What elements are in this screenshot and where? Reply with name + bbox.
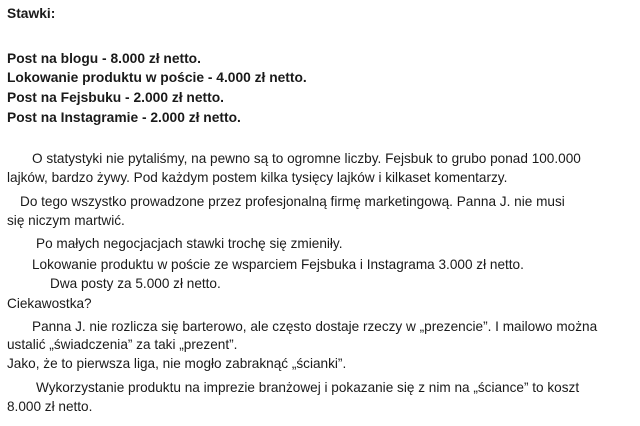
- body-line: Ciekawostka?: [7, 296, 92, 311]
- body-line: Jako, że to pierwsza liga, nie mogło zabraknąć „ścianki”.: [7, 356, 347, 371]
- body-line: Po małych negocjacjach stawki trochę się zmieniły.: [36, 236, 343, 251]
- rate-line-blog: Post na blogu - 8.000 zł netto.: [7, 51, 201, 66]
- body-line: Wykorzystanie produktu na imprezie branżowej i pokazanie się z nim na „ściance” to koszt: [36, 380, 580, 395]
- body-line: O statystyki nie pytaliśmy, na pewno są to ogromne liczby. Fejsbuk to grubo ponad 100.000: [32, 151, 581, 166]
- body-line: Do tego wszystko prowadzone przez profesjonalną firmę marketingową. Panna J. nie musi: [20, 194, 565, 209]
- body-line: Dwa posty za 5.000 zł netto.: [50, 276, 221, 291]
- body-line: lajków, bardzo żywy. Pod każdym postem kilka tysięcy lajków i kilkaset komentarzy.: [7, 170, 508, 185]
- heading-stawki: Stawki:: [7, 6, 56, 21]
- body-line: Panna J. nie rozlicza się barterowo, ale często dostaje rzeczy w „prezencie”. I mailowo można: [32, 319, 598, 334]
- rate-line-product-placement: Lokowanie produktu w poście - 4.000 zł netto.: [7, 70, 307, 85]
- rate-line-instagram: Post na Instagramie - 2.000 zł netto.: [7, 110, 241, 125]
- rate-line-facebook: Post na Fejsbuku - 2.000 zł netto.: [7, 90, 224, 105]
- body-line: się niczym martwić.: [7, 213, 125, 228]
- body-line: Lokowanie produktu w poście ze wsparciem Fejsbuka i Instagrama 3.000 zł netto.: [32, 257, 524, 272]
- body-line: 8.000 zł netto.: [7, 399, 93, 414]
- body-line: ustalić „świadczenia” za taki „prezent”.: [7, 337, 238, 352]
